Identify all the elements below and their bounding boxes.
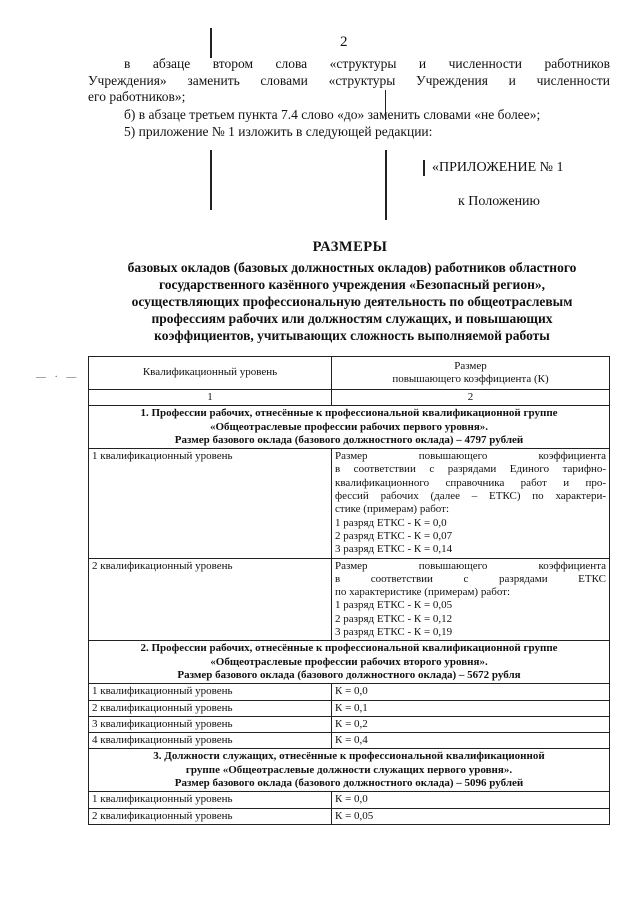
group-header <box>89 749 610 792</box>
group-header-line: Размер базового оклада (базового должностного оклада) – 5672 рубля <box>177 668 521 681</box>
coef-text-line: в соответствии с разрядами ЕТКС <box>335 572 606 585</box>
coef-text-line: Размер повышающего коэффициента <box>335 559 606 572</box>
document-title: РАЗМЕРЫ <box>312 239 388 255</box>
coefficient-cell: К = 0,05 <box>332 808 610 824</box>
subtitle-line: базовых окладов (базовых должностных окладов) работников областного <box>127 260 577 275</box>
group-header-line: «Общеотраслевые профессии рабочих второго уровня». <box>210 655 488 668</box>
group-header-line: 1. Профессии рабочих, отнесённые к профессиональной квалификационной группе <box>140 407 558 420</box>
document-subtitle <box>82 259 622 344</box>
subtitle-line: коэффициентов, учитывающих сложность выполняемой работы <box>154 328 550 343</box>
group-header-line: 3. Должности служащих, отнесённые к профессиональной квалификационной <box>153 750 545 763</box>
paragraph-line: б) в абзаце третьем пункта 7.4 слово «до» заменить словами «не более»; <box>124 107 541 122</box>
table-row <box>89 733 610 749</box>
group-header-line: «Общеотраслевые профессии рабочих первого уровня». <box>209 420 489 433</box>
appendix-heading: «ПРИЛОЖЕНИЕ № 1 <box>432 160 564 175</box>
coef-value: 3 разряд ЕТКС - К = 0,14 <box>335 543 453 556</box>
table-row <box>89 808 610 824</box>
level-cell: 4 квалификационный уровень <box>89 733 332 749</box>
coef-value: 2 разряд ЕТКС - К = 0,12 <box>335 612 453 625</box>
paragraph-amendment-5 <box>88 124 610 141</box>
subtitle-line: осуществляющих профессиональную деятельность по общеотраслевым <box>131 294 573 309</box>
paragraph-line: Учреждения» заменить словами «структуры Учреждения и численности <box>88 72 610 88</box>
coefficient-table <box>88 356 610 825</box>
coef-text-line: фессий рабочих (далее – ЕТКС) по характери- <box>335 490 606 503</box>
level-cell: 2 квалификационный уровень <box>89 700 332 716</box>
group-header-line: Размер базового оклада (базового должностного оклада) – 5096 рублей <box>174 777 524 790</box>
subtitle-line: государственного казённого учреждения «Безопасный регион», <box>159 277 545 292</box>
col-number: 1 <box>89 390 332 406</box>
table-header-row <box>89 357 610 390</box>
coefficient-cell: К = 0,0 <box>332 684 610 700</box>
table-row <box>89 716 610 732</box>
coef-value: 1 разряд ЕТКС - К = 0,05 <box>335 599 453 612</box>
level-cell: 1 квалификационный уровень <box>89 792 332 808</box>
scan-line <box>423 160 425 176</box>
group-header-row <box>89 406 610 449</box>
paragraph-line: в абзаце втором слова «структуры и численности работников <box>124 56 610 71</box>
paragraph-amendment-b <box>88 107 610 124</box>
coefficient-cell <box>332 449 610 558</box>
group-header-line: группе «Общеотраслевые должности служащих первого уровня». <box>185 763 513 776</box>
coefficient-cell: К = 0,0 <box>332 792 610 808</box>
group-header-line: Размер базового оклада (базового должностного оклада) – 4797 рублей <box>174 433 524 446</box>
table-row <box>89 449 610 558</box>
coefficient-cell: К = 0,2 <box>332 716 610 732</box>
level-cell: 1 квалификационный уровень <box>89 684 332 700</box>
paragraph-line: его работников»; <box>88 89 186 104</box>
scan-line <box>385 150 387 220</box>
level-cell: 2 квалификационный уровень <box>89 558 332 641</box>
coefficient-cell <box>332 558 610 641</box>
group-header <box>89 641 610 684</box>
table-row <box>89 558 610 641</box>
level-cell: 2 квалификационный уровень <box>89 808 332 824</box>
group-header-row <box>89 641 610 684</box>
group-header-row <box>89 749 610 792</box>
header-level: Квалификационный уровень <box>89 357 332 390</box>
table-row <box>89 792 610 808</box>
table-row <box>89 700 610 716</box>
level-cell: 1 квалификационный уровень <box>89 449 332 558</box>
table-row <box>89 684 610 700</box>
coef-value: 1 разряд ЕТКС - К = 0,0 <box>335 516 447 529</box>
coef-text-line: стике (примерам) работ: <box>335 503 450 516</box>
coef-value: 3 разряд ЕТКС - К = 0,19 <box>335 626 453 639</box>
coef-text-line: квалификационного справочника работ и про- <box>335 476 606 489</box>
paragraph-amendment-a <box>88 56 610 106</box>
scan-line <box>210 150 212 210</box>
col-number: 2 <box>332 390 610 406</box>
coef-text-line: Размер повышающего коэффициента <box>335 450 606 463</box>
coef-text-line: по характеристике (примерам) работ: <box>335 586 511 599</box>
header-line: Размер <box>454 359 487 372</box>
level-cell: 3 квалификационный уровень <box>89 716 332 732</box>
group-header <box>89 406 610 449</box>
table-colnum-row <box>89 390 610 406</box>
appendix-subheading: к Положению <box>458 194 541 209</box>
group-header-line: 2. Профессии рабочих, отнесённые к профессиональной квалификационной группе <box>140 642 558 655</box>
coef-text-line: в соответствии с разрядами Единого тарифно- <box>335 463 606 476</box>
coef-value: 2 разряд ЕТКС - К = 0,07 <box>335 529 453 542</box>
header-line: повышающего коэффициента (К) <box>392 373 549 385</box>
paragraph-line: 5) приложение № 1 изложить в следующей редакции: <box>124 124 433 139</box>
coefficient-cell: К = 0,1 <box>332 700 610 716</box>
subtitle-line: профессиям рабочих или должностям служащих, и повышающих <box>151 311 553 326</box>
header-coefficient <box>332 357 610 390</box>
scan-line <box>210 28 212 58</box>
page-number: 2 <box>340 34 348 50</box>
margin-mark: — · — <box>36 372 80 383</box>
coefficient-cell: К = 0,4 <box>332 733 610 749</box>
